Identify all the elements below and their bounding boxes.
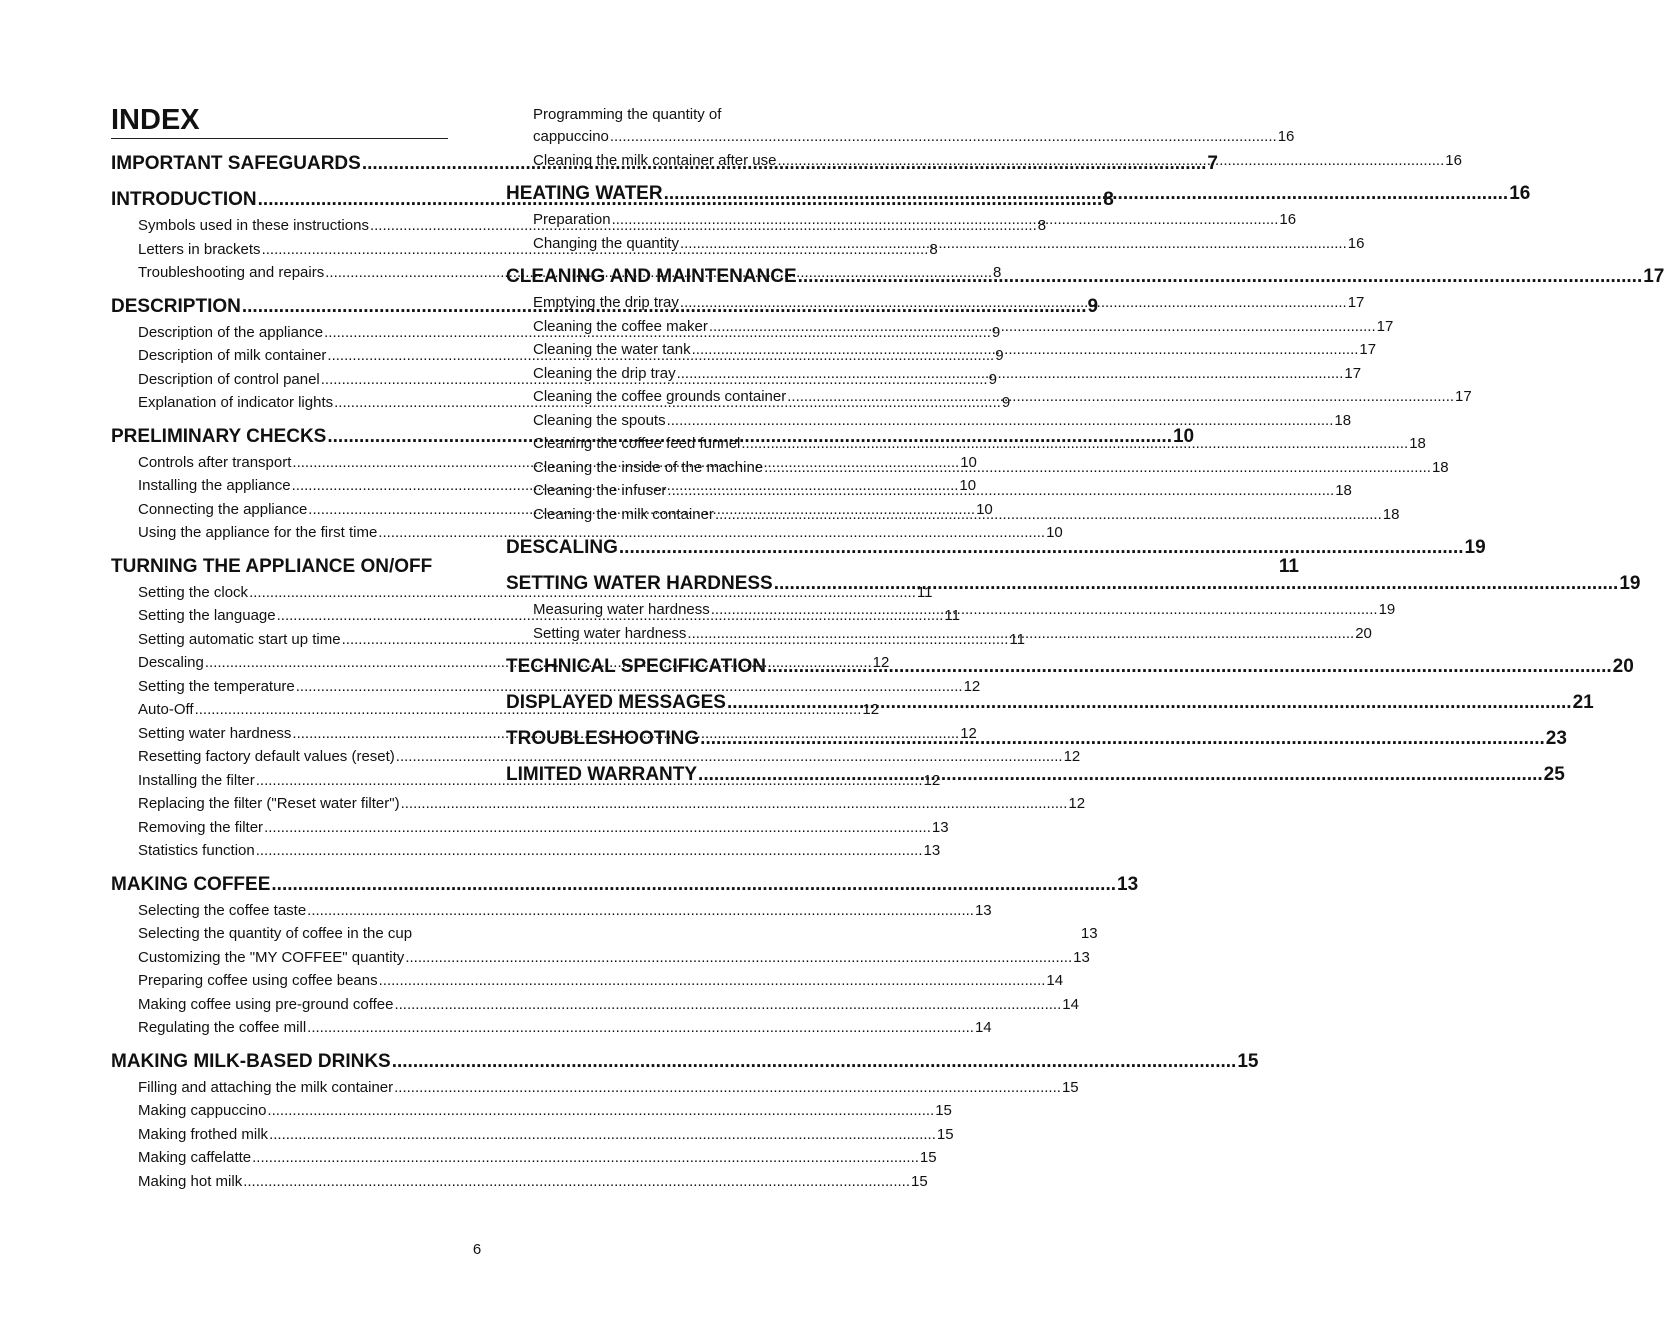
entry-page-number: 13 (923, 842, 941, 859)
subsection-entry (506, 125, 1295, 149)
entry-page-number: 13 (1117, 873, 1139, 895)
subsection-entry (111, 1170, 928, 1194)
entry-page-number: 9 (1087, 295, 1099, 317)
dot-leader (664, 180, 1509, 208)
entry-page-number: 12 (963, 677, 981, 695)
dot-leader (727, 689, 1572, 717)
entry-label: IMPORTANT SAFEGUARDS (111, 153, 361, 174)
entry-label: Setting automatic start up time (138, 630, 341, 648)
subsection-entry (111, 1016, 992, 1040)
dot-leader (798, 263, 1643, 291)
entry-page-number: 9 (988, 370, 997, 388)
entry-page-number: 19 (1378, 601, 1396, 618)
entry-label: Connecting the appliance (138, 500, 308, 518)
entry-page-number: 12 (923, 771, 941, 789)
entry-label: Cleaning the coffee feed funnel (533, 435, 741, 452)
entry-label: Descaling (138, 654, 204, 671)
dot-leader (680, 232, 1347, 256)
entry-label: Cleaning the drip tray (533, 364, 676, 382)
entry-label: TROUBLESHOOTING (506, 728, 700, 749)
entry-page-number: 17 (1643, 266, 1664, 287)
entry-label: Installing the filter (138, 771, 255, 789)
subsection-entry (111, 745, 1081, 769)
subsection-entry (506, 232, 1365, 256)
dot-leader (774, 570, 1619, 598)
dot-leader (610, 125, 1277, 149)
entry-page-number: 9 (991, 323, 1001, 341)
entry-label: Replacing the filter ("Reset water filter") (138, 795, 400, 812)
section-entry (111, 871, 1139, 899)
dot-leader (709, 315, 1376, 339)
entry-label: HEATING WATER (506, 183, 663, 204)
subsection-entry (111, 922, 1098, 946)
entry-label: Filling and attaching the milk container (138, 1078, 394, 1096)
entry-page-number: 9 (995, 347, 1004, 364)
entry-page-number: 13 (974, 901, 992, 919)
dot-leader (394, 993, 1061, 1017)
subsection-entry (506, 315, 1394, 339)
entry-page-number: 11 (916, 583, 933, 601)
dot-leader (700, 725, 1545, 753)
subsection-entry (111, 816, 949, 840)
section-entry (506, 534, 1486, 562)
entry-page-number: 12 (960, 724, 977, 742)
entry-label: Customizing the "MY COFFEE" quantity (138, 948, 405, 966)
entry-label: Letters in brackets (138, 240, 261, 258)
entry-page-number: 7 (1207, 153, 1218, 174)
entry-page-number: 14 (1062, 995, 1079, 1013)
dot-leader (619, 534, 1464, 562)
entry-page-number: 14 (974, 1019, 992, 1036)
subsection-entry (506, 149, 1462, 173)
entry-page-number: 15 (1061, 1078, 1079, 1096)
subsection-entry (506, 338, 1377, 362)
subsection-entry (506, 385, 1472, 409)
subsection-entry (111, 946, 1090, 970)
entry-page-number: 23 (1545, 728, 1567, 749)
entry-page-number: 19 (1619, 573, 1641, 594)
entry-label: Making frothed milk (138, 1125, 269, 1143)
entry-page-number: 16 (1347, 234, 1365, 252)
entry-page-number: 10 (976, 500, 993, 518)
dot-leader (680, 291, 1347, 315)
entry-label: Setting water hardness (138, 724, 292, 742)
entry-label: Removing the filter (138, 818, 264, 836)
entry-label: Cleaning the inside of the machine (533, 458, 764, 476)
entry-page-number: 18 (1335, 482, 1352, 499)
entry-page-number: 21 (1572, 692, 1594, 713)
entry-label: Making cappuccino (138, 1102, 267, 1119)
dot-leader (677, 362, 1344, 386)
entry-page-number: 10 (960, 453, 977, 471)
entry-page-number: 19 (1464, 537, 1486, 558)
entry-page-number: 8 (1037, 217, 1047, 234)
dot-leader (764, 456, 1431, 480)
section-entry (111, 553, 1299, 581)
subsection-entry (111, 1099, 952, 1123)
section-entry (111, 1048, 1259, 1076)
entry-page-number: 12 (872, 654, 890, 671)
entry-label: Resetting factory default values (reset) (138, 748, 395, 765)
entry-label: INTRODUCTION (111, 189, 257, 210)
entry-page-number: 10 (959, 477, 977, 494)
entry-label: Auto-Off (138, 701, 194, 718)
subsection-entry (111, 1146, 937, 1170)
entry-page-number: 8 (1103, 189, 1114, 210)
entry-page-number: 15 (1237, 1050, 1259, 1072)
entry-page-number: 17 (1347, 294, 1365, 311)
entry-label: MAKING COFFEE (111, 873, 271, 895)
dot-leader (267, 1099, 934, 1123)
dot-leader (271, 871, 1116, 899)
entry-label: Setting water hardness (533, 624, 687, 642)
section-entry (506, 180, 1531, 208)
dot-leader (667, 409, 1334, 433)
section-entry (506, 263, 1664, 291)
entry-label: Preparation (533, 211, 611, 228)
entry-page-number: 9 (1001, 394, 1011, 411)
dot-leader (252, 1146, 919, 1170)
entry-label: SETTING WATER HARDNESS (506, 573, 773, 594)
entry-label: Controls after transport (138, 453, 292, 471)
entry-page-number: 14 (1046, 972, 1064, 989)
entry-page-number: 18 (1409, 435, 1426, 452)
dot-leader (698, 761, 1543, 789)
dot-leader (392, 1048, 1237, 1076)
subsection-entry (111, 521, 1063, 545)
dot-leader (741, 432, 1408, 456)
entry-page-number: 16 (1509, 183, 1531, 204)
entry-page-number: 10 (1046, 524, 1063, 541)
entry-page-number: 25 (1543, 764, 1565, 785)
entry-page-number: 13 (1073, 948, 1090, 966)
page-title: INDEX (111, 103, 448, 139)
dot-leader (777, 149, 1444, 173)
entry-page-number: 20 (1612, 656, 1634, 677)
dot-leader (405, 946, 1072, 970)
entry-page-number: 12 (1063, 748, 1081, 765)
entry-label: DESCRIPTION (111, 295, 241, 317)
entry-page-number: 13 (1080, 925, 1098, 942)
subsection-entry (111, 993, 1079, 1017)
entry-page-number: 10 (1172, 425, 1195, 447)
entry-label: Installing the appliance (138, 477, 291, 494)
entry-label: Measuring water hardness (533, 601, 710, 618)
subsection-entry (111, 792, 1086, 816)
entry-label: Selecting the quantity of coffee in the cup (138, 925, 413, 942)
dot-leader (787, 385, 1454, 409)
entry-label: CLEANING AND MAINTENANCE (506, 266, 797, 287)
subsection-entry (506, 208, 1297, 232)
entry-label: Setting the clock (138, 583, 249, 601)
dot-leader (307, 1016, 974, 1040)
dot-leader (612, 208, 1279, 232)
dot-leader (243, 1170, 910, 1194)
subsection-entry (111, 675, 981, 699)
entry-label: Cleaning the coffee maker (533, 317, 708, 335)
subsection-entry (111, 969, 1064, 993)
dot-leader (667, 479, 1334, 503)
entry-page-number: 11 (944, 607, 960, 624)
entry-page-number: 16 (1445, 151, 1462, 169)
entry-label: Cleaning the infuser (533, 482, 667, 499)
subsection-entry (111, 1123, 954, 1147)
entry-page-number: 12 (1068, 795, 1086, 812)
entry-label: Making caffelatte (138, 1149, 252, 1166)
entry-label: Emptying the drip tray (533, 294, 679, 311)
entry-label: DESCALING (506, 537, 618, 558)
entry-page-number: 11 (1278, 555, 1299, 577)
entry-page-number: 18 (1334, 411, 1352, 429)
entry-label: Regulating the coffee mill (138, 1019, 307, 1036)
entry-label: Using the appliance for the first time (138, 524, 378, 541)
dot-leader (264, 816, 931, 840)
entry-page-number: 20 (1355, 624, 1372, 642)
continued-entry-first-line (506, 104, 833, 125)
entry-label: Explanation of indicator lights (138, 394, 334, 411)
entry-label: Cleaning the water tank (533, 341, 691, 358)
entry-page-number: 17 (1376, 317, 1394, 335)
subsection-entry (111, 839, 941, 863)
dot-leader (269, 1123, 936, 1147)
entry-label: Cleaning the coffee grounds container (533, 388, 787, 405)
entry-label: cappuccino (533, 128, 609, 145)
subsection-entry (111, 899, 992, 923)
entry-label: Symbols used in these instructions (138, 217, 369, 234)
dot-leader (256, 839, 923, 863)
entry-label: DISPLAYED MESSAGES (506, 692, 726, 713)
entry-label: Setting the temperature (138, 677, 295, 695)
subsection-entry (506, 409, 1352, 433)
entry-page-number: 17 (1344, 364, 1362, 382)
dot-leader (692, 338, 1359, 362)
entry-page-number: 15 (936, 1125, 954, 1143)
entry-label: TURNING THE APPLIANCE ON/OFF (111, 555, 433, 577)
entry-label: Description of control panel (138, 370, 320, 388)
entry-page-number: 18 (1382, 505, 1400, 523)
entry-label: Programming the quantity of (533, 106, 722, 123)
entry-label: Making coffee using pre-ground coffee (138, 995, 394, 1013)
entry-label: Cleaning the milk container (533, 505, 714, 523)
entry-label: Description of the appliance (138, 323, 324, 341)
dot-leader (307, 899, 974, 923)
dot-leader (379, 969, 1046, 993)
entry-page-number: 8 (993, 264, 1002, 281)
dot-leader (711, 598, 1378, 622)
entry-page-number: 17 (1359, 341, 1377, 358)
entry-page-number: 15 (935, 1102, 952, 1119)
entry-page-number: 15 (919, 1149, 937, 1166)
entry-label: Preparing coffee using coffee beans (138, 972, 378, 989)
entry-label: Changing the quantity (533, 234, 679, 252)
entry-label: Cleaning the milk container after use (533, 151, 777, 169)
entry-label: Selecting the coffee taste (138, 901, 307, 919)
entry-label: TECHNICAL SPECIFICATION (506, 656, 767, 677)
entry-page-number: 18 (1431, 458, 1449, 476)
entry-label: MAKING MILK-BASED DRINKS (111, 1050, 391, 1072)
entry-label: Setting the language (138, 607, 276, 624)
page-number: 6 (472, 1241, 482, 1258)
dot-leader (687, 622, 1354, 646)
dot-leader (767, 653, 1612, 681)
subsection-entry (506, 291, 1365, 315)
entry-page-number: 16 (1277, 128, 1295, 145)
entry-label: Description of milk container (138, 347, 327, 364)
entry-label: Making hot milk (138, 1172, 243, 1190)
dot-leader (401, 792, 1068, 816)
subsection-entry (506, 362, 1362, 386)
entry-label: PRELIMINARY CHECKS (111, 425, 327, 447)
subsection-entry (111, 1076, 1079, 1100)
entry-label: Cleaning the spouts (533, 411, 666, 429)
entry-page-number: 17 (1455, 388, 1472, 405)
entry-page-number: 11 (1009, 630, 1025, 648)
entry-label: Statistics function (138, 842, 255, 859)
entry-page-number: 8 (929, 240, 938, 258)
entry-page-number: 13 (931, 818, 949, 836)
dot-leader (394, 1076, 1061, 1100)
dot-leader (715, 503, 1382, 527)
entry-label: LIMITED WARRANTY (506, 764, 698, 785)
entry-page-number: 15 (911, 1172, 928, 1190)
entry-label: Troubleshooting and repairs (138, 264, 325, 281)
entry-page-number: 12 (862, 701, 880, 718)
entry-page-number: 16 (1279, 211, 1297, 228)
